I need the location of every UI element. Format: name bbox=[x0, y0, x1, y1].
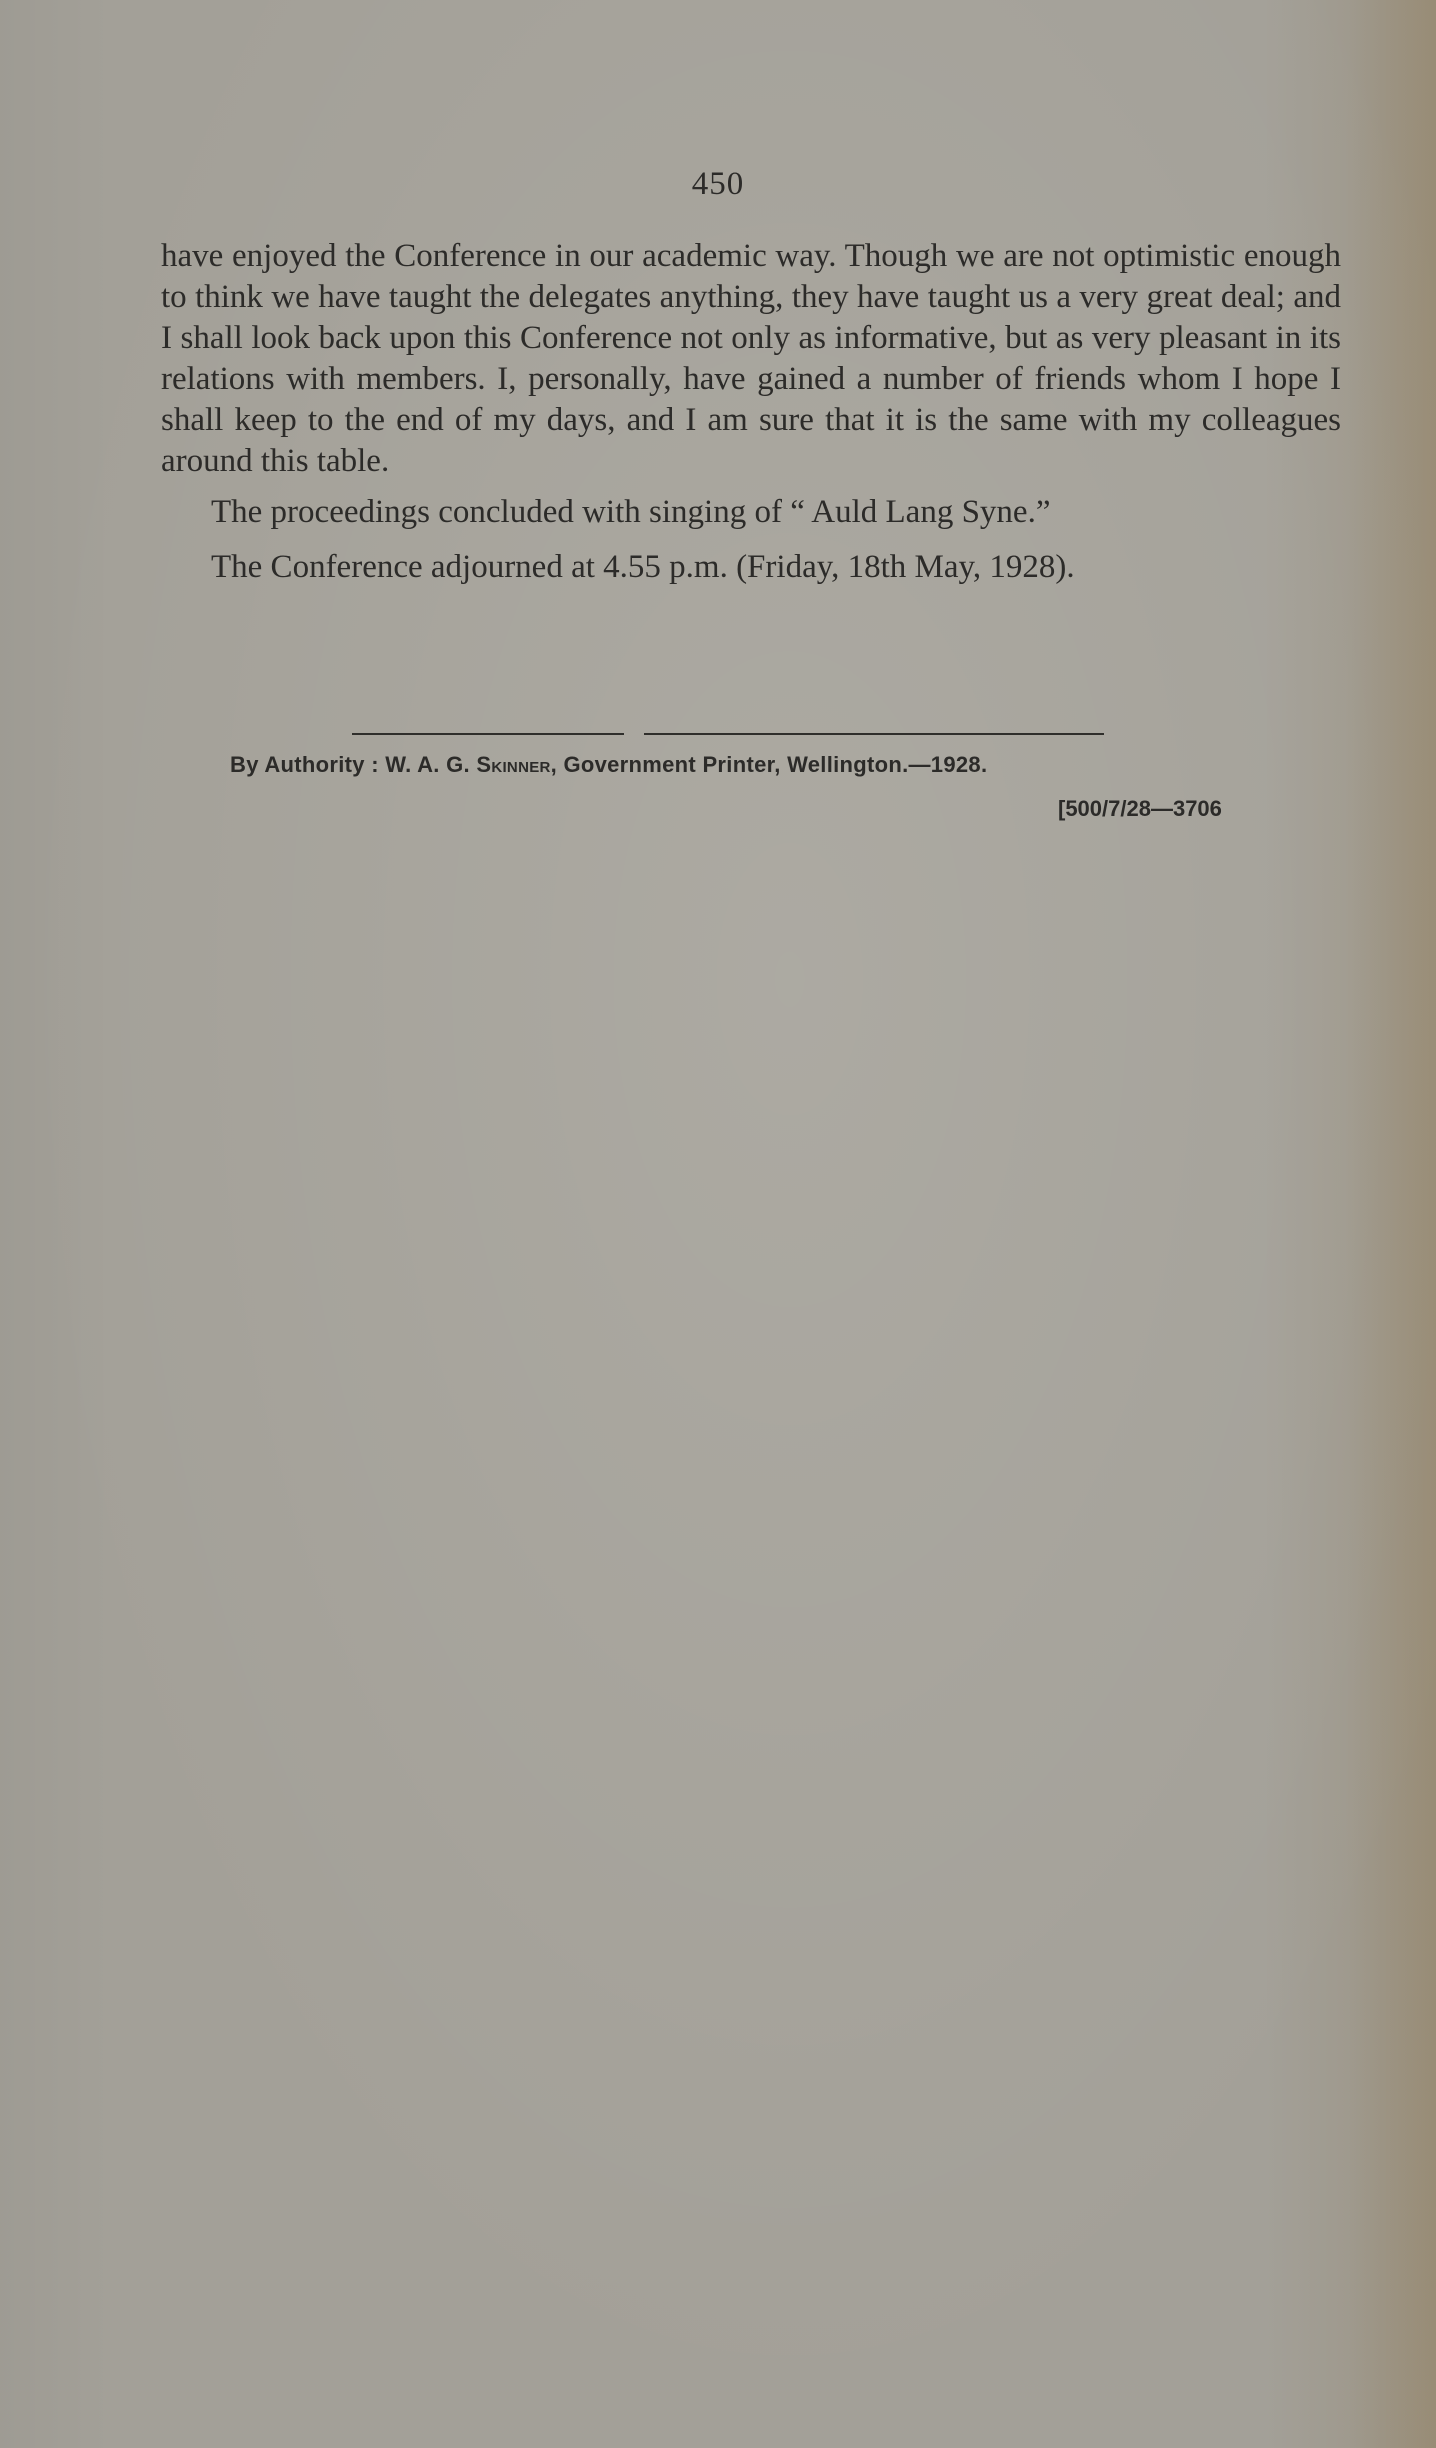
imprint-prefix: By Authority : bbox=[230, 752, 379, 777]
imprint-suffix: , Government Printer, Wellington.—1928. bbox=[550, 752, 988, 777]
divider-rule-left bbox=[352, 733, 624, 735]
body-text bbox=[161, 236, 1341, 588]
imprint-divider bbox=[352, 733, 1104, 735]
divider-rule-right bbox=[644, 733, 1104, 735]
paragraph-proceedings: The proceedings concluded with singing of “ Auld Lang Syne.” bbox=[211, 494, 1051, 530]
print-run-code: [500/7/28—3706 bbox=[1058, 796, 1222, 821]
imprint-printer-name: W. A. G. Skinner bbox=[385, 752, 551, 777]
paragraph-adjournment: The Conference adjourned at 4.55 p.m. (Friday, 18th May, 1928). bbox=[211, 549, 1075, 585]
paragraph-closing-remarks: have enjoyed the Conference in our academic way. Though we are not optimistic enough to think we have taught the delegates anything, they have taught us a very great deal; and I shall look back upon this Conference not only as informative, but as very pleasant in its relations with members. I, personally, have gained a number of friends whom I hope I shall keep to the end of my days, and I am sure that it is the same with my colleagues around this table. bbox=[161, 238, 1341, 479]
page-edge-discoloration bbox=[1346, 0, 1436, 2448]
printer-imprint bbox=[230, 752, 987, 778]
page-number: 450 bbox=[691, 166, 745, 202]
